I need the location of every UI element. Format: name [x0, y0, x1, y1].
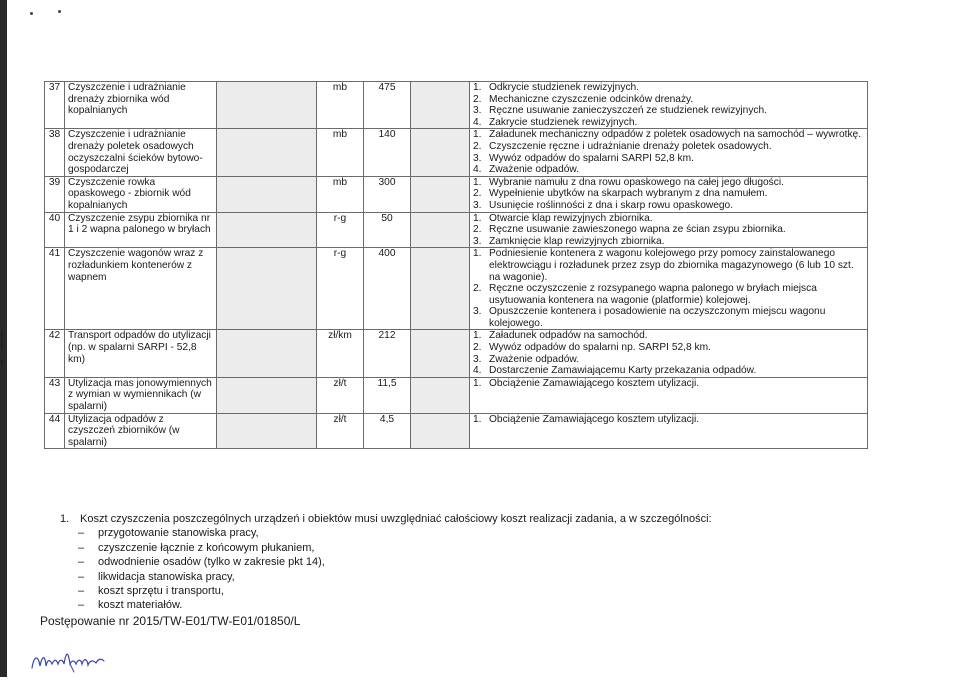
step-text: Mechaniczne czyszczenie odcinków drenaży.: [489, 93, 694, 105]
step-text: Czyszczenie ręczne i udrażnianie drenaży poletek osadowych.: [489, 140, 772, 152]
handwritten-signature: [30, 648, 110, 681]
step-text: Obciążenie Zamawiającego kosztem utylizacji.: [489, 413, 700, 425]
scan-speck: [30, 12, 33, 15]
work-step: [473, 283, 864, 306]
work-step: [473, 82, 864, 94]
step-text: Zamknięcie klap rewizyjnych zbiornika.: [489, 235, 665, 247]
step-number: 3.: [473, 199, 482, 211]
blank-cell: [411, 212, 470, 248]
work-step: [473, 306, 864, 329]
work-specification-table: [44, 81, 868, 449]
blank-cell: [217, 377, 317, 413]
step-text: Usunięcie roślinności z dna i skarp rowu opaskowego.: [489, 199, 734, 211]
step-text: Ręczne usuwanie zanieczyszczeń ze studzienek rewizyjnych.: [489, 105, 768, 117]
step-text: Wywóz odpadów do spalarni SARPI 52,8 km.: [489, 152, 694, 164]
table-row: [45, 330, 868, 377]
table-row: [45, 129, 868, 176]
step-text: Wywóz odpadów do spalarni np. SARPI 52,8 km.: [489, 342, 711, 354]
work-step: [473, 414, 864, 426]
table-row: [45, 82, 868, 129]
list-item: [78, 584, 920, 598]
list-item-text: czyszczenie łącznie z końcowym płukaniem,: [98, 541, 315, 554]
step-text: Obciążenie Zamawiającego kosztem utylizacji.: [489, 377, 700, 389]
quantity: 212: [364, 330, 411, 377]
blank-cell: [411, 330, 470, 377]
work-name: Czyszczenie zsypu zbiornika nr 1 i 2 wapna palonego w bryłach: [65, 212, 217, 248]
blank-cell: [217, 82, 317, 129]
step-number: 3.: [473, 105, 482, 117]
blank-cell: [411, 377, 470, 413]
unit-of-measure: mb: [317, 129, 364, 176]
work-steps: [470, 176, 868, 212]
blank-cell: [217, 413, 317, 449]
table-row: [45, 212, 868, 248]
work-step: [473, 213, 864, 225]
list-item: [78, 526, 920, 540]
blank-cell: [217, 212, 317, 248]
work-step: [473, 105, 864, 117]
dash-bullet: –: [78, 541, 85, 554]
row-number: 41: [45, 248, 65, 330]
blank-cell: [411, 413, 470, 449]
blank-cell: [411, 176, 470, 212]
work-step: [473, 342, 864, 354]
quantity: 475: [364, 82, 411, 129]
work-name: Czyszczenie wagonów wraz z rozładunkiem kontenerów z wapnem: [65, 248, 217, 330]
work-name: Czyszczenie rowka opaskowego - zbiornik wód kopalnianych: [65, 176, 217, 212]
unit-of-measure: mb: [317, 82, 364, 129]
work-name: Transport odpadów do utylizacji (np. w spalarni SARPI - 52,8 km): [65, 330, 217, 377]
work-step: [473, 248, 864, 283]
blank-cell: [411, 129, 470, 176]
step-text: Załadunek mechaniczny odpadów z poletek osadowych na samochód – wywrotkę.: [489, 129, 862, 141]
row-number: 44: [45, 413, 65, 449]
procedure-reference: Postępowanie nr 2015/TW-E01/TW-E01/01850/L: [40, 614, 301, 628]
row-number: 38: [45, 129, 65, 176]
step-text: Opuszczenie kontenera i posadowienie na oczyszczonym miejscu wagonu kolejowego.: [489, 306, 826, 329]
work-step: [473, 177, 864, 189]
table-body: [45, 82, 868, 449]
work-steps: [470, 212, 868, 248]
unit-of-measure: r-g: [317, 248, 364, 330]
list-item: [78, 598, 920, 612]
step-text: Załadunek odpadów na samochód.: [489, 330, 648, 342]
work-step: [473, 330, 864, 342]
blank-cell: [411, 248, 470, 330]
unit-of-measure: zł/t: [317, 377, 364, 413]
step-text: Wybranie namułu z dna rowu opaskowego na całej jego długości.: [489, 176, 784, 188]
step-number: 2.: [473, 283, 482, 295]
unit-of-measure: r-g: [317, 212, 364, 248]
quantity: 300: [364, 176, 411, 212]
list-item: [78, 541, 920, 555]
step-number: 2.: [473, 93, 482, 105]
list-item: [78, 570, 920, 584]
quantity: 50: [364, 212, 411, 248]
blank-cell: [217, 129, 317, 176]
unit-of-measure: zł/km: [317, 330, 364, 377]
unit-of-measure: mb: [317, 176, 364, 212]
notes-lead-text: Koszt czyszczenia poszczególnych urządzeń i obiektów musi uwzględniać całościowy koszt realizacji zadania, a w szczególności:: [80, 513, 712, 525]
step-number: 1.: [473, 129, 482, 141]
work-name: Czyszczenie i udrażnianie drenaży poletek osadowych oczyszczalni ścieków bytowo-gospodarczej: [65, 129, 217, 176]
work-step: [473, 354, 864, 366]
blank-cell: [217, 330, 317, 377]
work-step: [473, 94, 864, 106]
list-item-text: likwidacja stanowiska pracy,: [98, 570, 235, 583]
step-number: 1.: [473, 176, 482, 188]
dash-bullet: –: [78, 527, 85, 540]
unit-of-measure: zł/t: [317, 413, 364, 449]
work-steps: [470, 330, 868, 377]
table-row: [45, 377, 868, 413]
list-item-text: koszt materiałów.: [98, 599, 183, 612]
step-number: 1.: [473, 413, 482, 425]
step-number: 3.: [473, 306, 482, 318]
step-number: 2.: [473, 224, 482, 236]
step-number: 2.: [473, 140, 482, 152]
step-text: Zważenie odpadów.: [489, 353, 580, 365]
list-item-text: przygotowanie stanowiska pracy,: [98, 527, 259, 540]
step-text: Odkrycie studzienek rewizyjnych.: [489, 82, 640, 93]
notes-lead: [60, 512, 920, 526]
quantity: 11,5: [364, 377, 411, 413]
blank-cell: [217, 248, 317, 330]
scan-speck: [58, 10, 61, 13]
work-step: [473, 378, 864, 390]
step-number: 3.: [473, 353, 482, 365]
step-number: 2.: [473, 188, 482, 200]
quantity: 400: [364, 248, 411, 330]
step-number: 2.: [473, 342, 482, 354]
margin-mark: [1, 330, 3, 350]
work-steps: [470, 377, 868, 413]
table-row: [45, 248, 868, 330]
step-number: 1.: [473, 330, 482, 342]
step-text: Zakrycie studzienek rewizyjnych.: [489, 116, 638, 128]
work-steps: [470, 129, 868, 176]
row-number: 43: [45, 377, 65, 413]
work-step: [473, 236, 864, 248]
margin-mark: [1, 360, 3, 366]
quantity: 4,5: [364, 413, 411, 449]
dash-bullet: –: [78, 585, 85, 598]
work-name: Utylizacja mas jonowymiennych z wymian w wymiennikach (w spalarni): [65, 377, 217, 413]
work-steps: [470, 413, 868, 449]
blank-cell: [411, 82, 470, 129]
step-text: Dostarczenie Zamawiającemu Karty przekazania odpadów.: [489, 365, 757, 377]
work-name: Utylizacja odpadów z czyszczeń zbiorników (w spalarni): [65, 413, 217, 449]
notes-list: [60, 526, 920, 612]
work-steps: [470, 248, 868, 330]
work-step: [473, 141, 864, 153]
list-item-text: koszt sprzętu i transportu,: [98, 585, 224, 598]
row-number: 39: [45, 176, 65, 212]
row-number: 40: [45, 212, 65, 248]
step-number: 1.: [473, 82, 482, 93]
work-step: [473, 200, 864, 212]
work-name: Czyszczenie i udrażnianie drenaży zbiornika wód kopalnianych: [65, 82, 217, 129]
step-number: 4.: [473, 365, 482, 377]
work-step: [473, 129, 864, 141]
list-item: [78, 555, 920, 569]
step-text: Zważenie odpadów.: [489, 164, 580, 176]
step-number: 1.: [473, 248, 482, 260]
step-text: Ręczne oczyszczenie z rozsypanego wapna palonego w bryłach miejsca usytuowania kontenera na wagonie (platformie) kolejowej.: [489, 283, 817, 306]
row-number: 37: [45, 82, 65, 129]
work-step: [473, 164, 864, 176]
step-number: 3.: [473, 152, 482, 164]
notes-number: 1.: [60, 513, 70, 525]
blank-cell: [217, 176, 317, 212]
step-number: 1.: [473, 377, 482, 389]
step-text: Otwarcie klap rewizyjnych zbiornika.: [489, 212, 653, 224]
step-number: 1.: [473, 212, 482, 224]
row-number: 42: [45, 330, 65, 377]
step-number: 4.: [473, 164, 482, 176]
work-step: [473, 365, 864, 377]
step-number: 4.: [473, 116, 482, 128]
work-step: [473, 188, 864, 200]
work-step: [473, 224, 864, 236]
work-steps: [470, 82, 868, 129]
cost-notes: [60, 512, 920, 613]
work-step: [473, 117, 864, 129]
list-item-text: odwodnienie osadów (tylko w zakresie pkt 14),: [98, 556, 325, 569]
dash-bullet: –: [78, 570, 85, 583]
work-step: [473, 153, 864, 165]
step-text: Ręczne usuwanie zawieszonego wapna ze ścian zsypu zbiornika.: [489, 224, 786, 236]
step-text: Podniesienie kontenera z wagonu kolejowego przy pomocy zainstalowanego elektrowciągu i rozładunek przez zsyp do zbiornika magazynowego (6 lub 10 szt. na wagonie).: [489, 248, 854, 283]
quantity: 140: [364, 129, 411, 176]
dash-bullet: –: [78, 556, 85, 569]
dash-bullet: –: [78, 599, 85, 612]
table-row: [45, 176, 868, 212]
step-number: 3.: [473, 235, 482, 247]
table-row: [45, 413, 868, 449]
step-text: Wypełnienie ubytków na skarpach wybranym z dna namułem.: [489, 188, 768, 200]
